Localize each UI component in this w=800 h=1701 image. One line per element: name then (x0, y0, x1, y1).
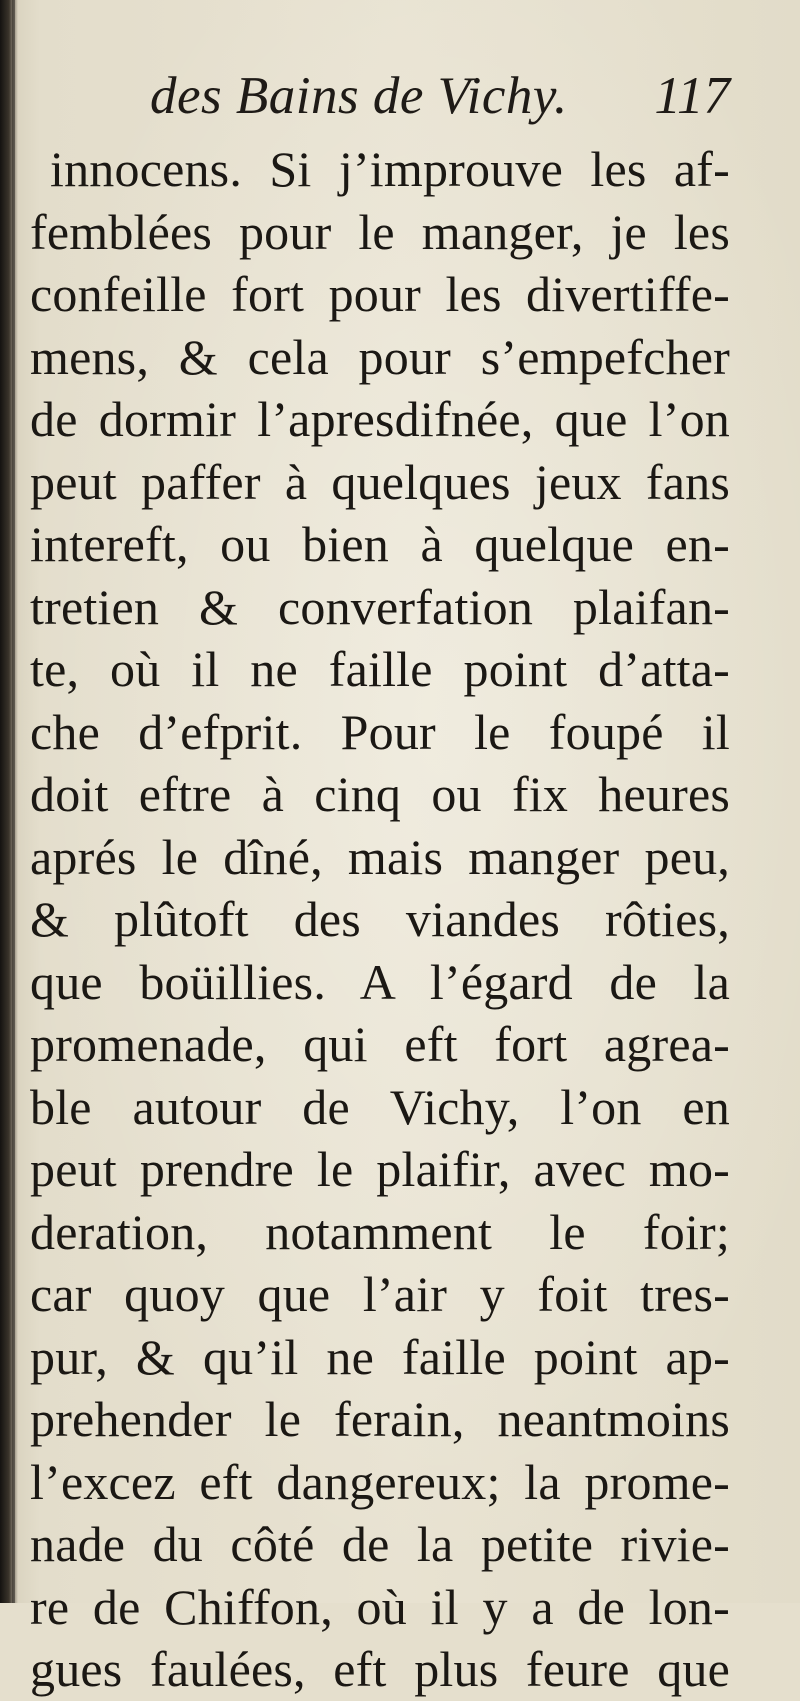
text-line: que boüillies. A l’égard de la (30, 953, 730, 1010)
text-line: che d’efprit. Pour le foupé il (30, 703, 730, 760)
text-line: innocens. Si j’improuve les af- (50, 141, 730, 197)
text-line: femblées pour le manger, je les (30, 203, 730, 260)
text-line: peut paffer à quelques jeux fans (30, 453, 730, 510)
text-line: aprés le dîné, mais manger peu, (30, 828, 730, 885)
text-line: confeille fort pour les divertiffe- (30, 266, 730, 322)
text-line: peut prendre le plaifir, avec mo- (30, 1141, 730, 1197)
page-header (150, 66, 730, 138)
text-line: tretien & converfation plaifan- (30, 578, 730, 635)
text-line: ble autour de Vichy, l’on en (30, 1078, 730, 1135)
binding-gutter (0, 0, 18, 1603)
text-line: intereft, ou bien à quelque en- (30, 516, 730, 572)
text-line: car quoy que l’air y foit tres- (30, 1266, 730, 1322)
page-number: 117 (654, 67, 730, 125)
body-text (30, 138, 730, 1701)
text-line: doit eftre à cinq ou fix heures (30, 766, 730, 822)
text-line: promenade, qui eft fort agrea- (30, 1016, 730, 1072)
text-line: l’excez eft dangereux; la prome- (30, 1453, 730, 1510)
text-line: prehender le ferain, neantmoins (30, 1391, 730, 1447)
text-line: de dormir l’apresdifnée, que l’on (30, 391, 730, 447)
binding-edge (12, 0, 15, 1603)
text-line: nade du côté de la petite rivie- (30, 1516, 730, 1572)
text-line: re de Chiffon, où il y a de lon- (30, 1578, 730, 1635)
text-line: & plûtoft des viandes rôties, (30, 891, 730, 947)
text-line: pur, & qu’il ne faille point ap- (30, 1328, 730, 1385)
running-title: des Bains de Vichy. (150, 67, 568, 125)
text-line: te, où il ne faille point d’atta- (30, 641, 730, 697)
text-line: mens, & cela pour s’empefcher (30, 328, 730, 385)
text-line: deration, notamment le foir; (30, 1203, 730, 1260)
text-line: gues faulées, eft plus feure que (30, 1641, 730, 1697)
